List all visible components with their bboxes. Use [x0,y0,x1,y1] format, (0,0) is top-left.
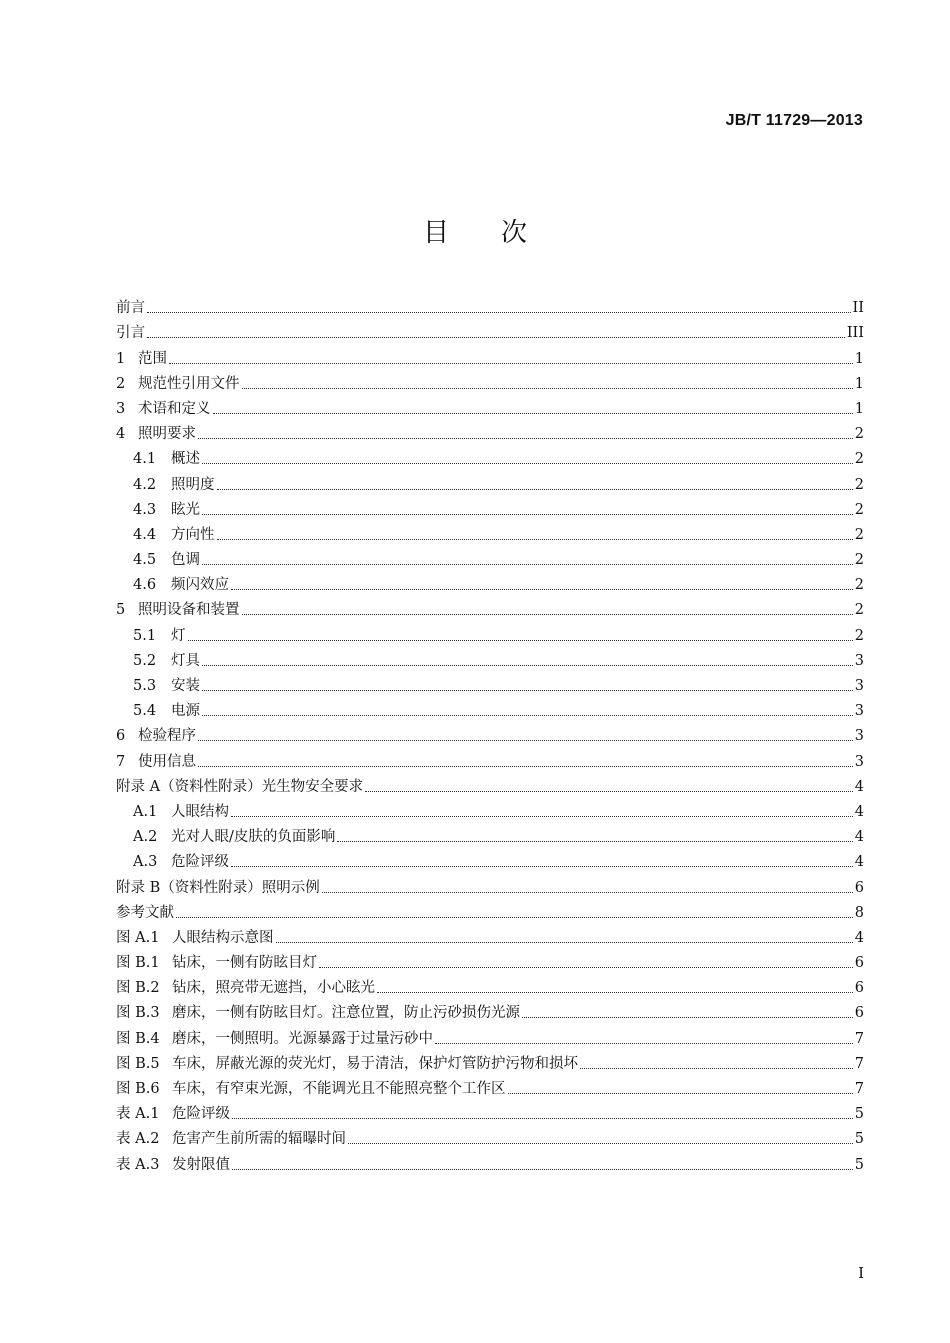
toc-leader-dots [319,967,853,968]
toc-entry-label: 范围 [138,350,167,367]
toc-entry-number: 表 A.3 [116,1156,160,1173]
toc-entry-page: 2 [854,627,864,644]
toc-entry-number: 3 [116,400,126,417]
toc-leader-dots [147,337,845,338]
toc-leader-dots [522,1017,853,1018]
toc-leader-dots [217,539,853,540]
standard-code: JB/T 11729—2013 [725,112,863,129]
toc-leader-dots [231,589,853,590]
toc-entry[interactable] [116,620,864,645]
toc-entry[interactable] [116,394,864,419]
toc-entry[interactable] [116,973,864,998]
toc-entry-page: 3 [854,753,864,770]
toc-entry[interactable] [116,872,864,897]
toc-entry-number: 2 [116,375,126,392]
toc-entry-page: 2 [854,526,864,543]
toc-entry-number: 图 B.3 [116,1005,160,1022]
toc-entry-page: 2 [854,552,864,569]
toc-entry-page: 2 [854,476,864,493]
toc-leader-dots [202,463,853,464]
toc-leader-dots [198,438,853,439]
toc-leader-dots [202,690,853,691]
toc-entry-page: II [852,300,864,317]
toc-entry-label: 方向性 [171,526,215,543]
toc-leader-dots [169,363,853,364]
toc-leader-dots [213,413,853,414]
toc-leader-dots [231,816,853,817]
toc-entry-number: 7 [116,753,126,770]
toc-leader-dots [435,1043,853,1044]
toc-entry-label: 色调 [171,552,200,569]
toc-entry[interactable] [116,520,864,545]
toc-entry-label: 电源 [171,703,200,720]
title-char-1: 目 [422,218,449,248]
toc-entry[interactable] [116,671,864,696]
toc-entry-page: 7 [854,1030,864,1047]
toc-entry[interactable] [116,495,864,520]
toc-entry-label: 灯 [171,627,186,644]
toc-entry-page: 2 [854,501,864,518]
toc-entry-page: 6 [854,879,864,896]
toc-entry-number: 5.2 [133,652,157,669]
toc-leader-dots [232,1169,853,1170]
toc-entry-page: 7 [854,1081,864,1097]
toc-leader-dots [176,917,853,918]
toc-entry-page: 2 [854,451,864,468]
toc-entry-number: 表 A.1 [116,1106,160,1123]
toc-entry[interactable] [116,545,864,570]
toc-entry-label: 规范性引用文件 [138,375,240,392]
toc-entry-label: 前言 [116,300,145,317]
toc-entry-label: 光对人眼/皮肤的负面影响 [171,829,336,846]
toc-entry[interactable] [116,595,864,620]
toc-entry[interactable] [116,570,864,595]
toc-entry-label: 磨床，一侧有防眩目灯。注意位置，防止污砂损伤光源 [172,1005,520,1022]
toc-leader-dots [232,1118,853,1119]
toc-entry-label: 危险评级 [171,854,229,871]
toc-entry[interactable] [116,998,864,1023]
toc-entry-page: 4 [854,929,864,946]
toc-leader-dots [508,1093,853,1094]
toc-entry-label: 眩光 [171,501,200,518]
toc-entry[interactable] [116,1023,864,1048]
toc-entry[interactable] [116,923,864,948]
toc-entry-page: 3 [854,728,864,745]
toc-entry-number: 图 B.4 [116,1030,160,1047]
toc-entry-number: 图 B.1 [116,955,160,972]
toc-entry-label: 磨床，一侧照明。光源暴露于过量污砂中 [172,1030,433,1047]
table-of-contents [116,293,864,1175]
toc-entry-page: 1 [854,400,864,417]
toc-entry[interactable] [116,318,864,343]
toc-entry-label: 照明设备和装置 [138,602,240,619]
toc-entry-label: 频闪效应 [171,577,229,594]
toc-leader-dots [276,942,853,943]
toc-entry-label: 参考文献 [116,904,174,921]
toc-entry-label: 附录 B（资料性附录）照明示例 [116,879,320,896]
toc-entry-page: 6 [854,1005,864,1022]
toc-entry[interactable] [116,822,864,847]
toc-entry-number: 5.3 [133,678,157,694]
toc-entry-number: 5.4 [133,703,157,720]
toc-entry[interactable] [116,847,864,872]
toc-leader-dots [202,514,853,515]
toc-entry-number: A.2 [133,829,158,846]
toc-entry[interactable] [116,1124,864,1149]
toc-entry[interactable] [116,772,864,797]
toc-leader-dots [242,388,853,389]
toc-entry-page: 2 [854,426,864,443]
toc-entry-label: 人眼结构示意图 [172,929,274,946]
toc-entry-number: 4.2 [133,476,157,493]
toc-entry[interactable] [116,721,864,746]
toc-entry[interactable] [116,369,864,394]
toc-entry-number: A.3 [133,854,158,871]
toc-leader-dots [202,715,853,716]
title-char-2: 次 [501,218,528,248]
toc-leader-dots [242,614,853,615]
toc-entry-label: 使用信息 [138,753,196,770]
toc-entry[interactable] [116,797,864,822]
toc-entry-page: 6 [854,980,864,997]
toc-entry-label: 引言 [116,325,145,342]
toc-entry-page: 4 [854,803,864,820]
toc-entry-page: 6 [854,955,864,972]
toc-entry-label: 概述 [171,451,200,468]
toc-entry-page: 7 [854,1055,864,1072]
toc-entry-number: 4.4 [133,526,157,543]
toc-leader-dots [147,312,851,313]
toc-entry[interactable] [116,469,864,494]
toc-entry-page: 4 [854,778,864,795]
toc-entry[interactable] [116,1099,864,1124]
toc-entry-number: 5.1 [133,627,157,644]
toc-entry-number: 图 B.6 [116,1081,160,1097]
page-number: I [858,1264,864,1282]
toc-leader-dots [198,766,853,767]
toc-leader-dots [377,992,853,993]
toc-entry[interactable] [116,696,864,721]
toc-entry-number: 6 [116,728,126,745]
toc-entry[interactable] [116,746,864,771]
toc-entry[interactable] [116,1074,864,1099]
toc-entry-label: 照明要求 [138,426,196,443]
toc-entry-number: 4.1 [133,451,157,468]
toc-entry-page: 5 [854,1106,864,1123]
toc-entry-number: 1 [116,350,126,367]
toc-entry-number: A.1 [133,803,158,820]
toc-leader-dots [188,640,853,641]
toc-entry-number: 图 B.2 [116,980,160,997]
toc-leader-dots [337,841,852,842]
toc-entry[interactable] [116,948,864,973]
toc-leader-dots [202,665,853,666]
toc-leader-dots [202,564,853,565]
toc-entry-page: 3 [854,703,864,720]
toc-entry-page: 2 [854,577,864,594]
toc-entry-label: 安装 [171,678,200,694]
toc-entry-number: 图 A.1 [116,929,160,946]
toc-entry-label: 车床，屏蔽光源的荧光灯，易于清洁，保护灯管防护污物和损坏 [172,1055,578,1072]
toc-entry[interactable] [116,646,864,671]
toc-leader-dots [322,892,853,893]
toc-leader-dots [580,1068,853,1069]
toc-entry-number: 5 [116,602,126,619]
toc-leader-dots [217,489,853,490]
toc-entry-label: 灯具 [171,652,200,669]
toc-entry-page: 3 [854,678,864,694]
toc-entry-page: 4 [854,829,864,846]
toc-entry-label: 附录 A（资料性附录）光生物安全要求 [116,778,364,795]
toc-entry[interactable] [116,1149,864,1174]
toc-entry-page: III [846,325,864,342]
page-title [0,212,950,249]
toc-entry-number: 图 B.5 [116,1055,160,1072]
toc-entry-number: 4.6 [133,577,157,594]
toc-entry-label: 检验程序 [138,728,196,745]
toc-entry-label: 危险评级 [172,1106,230,1123]
toc-entry-page: 8 [854,904,864,921]
toc-entry-number: 4.3 [133,501,157,518]
toc-leader-dots [365,791,853,792]
toc-entry-label: 术语和定义 [138,400,211,417]
toc-leader-dots [231,866,853,867]
toc-entry-label: 照明度 [171,476,215,493]
toc-entry-page: 1 [854,375,864,392]
toc-entry-label: 车床，有窄束光源，不能调光且不能照亮整个工作区 [172,1081,506,1097]
toc-entry-page: 5 [854,1131,864,1148]
toc-entry-page: 1 [854,350,864,367]
toc-entry-page: 3 [854,652,864,669]
toc-entry[interactable] [116,444,864,469]
toc-entry[interactable] [116,898,864,923]
toc-entry-page: 2 [854,602,864,619]
toc-entry[interactable] [116,293,864,318]
toc-entry-page: 5 [854,1156,864,1173]
toc-entry[interactable] [116,419,864,444]
toc-entry-label: 危害产生前所需的辐曝时间 [172,1131,346,1148]
toc-entry-page: 4 [854,854,864,871]
toc-leader-dots [198,740,853,741]
toc-leader-dots [348,1143,853,1144]
toc-entry-label: 钻床，照亮带无遮挡，小心眩光 [172,980,375,997]
toc-entry-number: 4 [116,426,126,443]
toc-entry-number: 表 A.2 [116,1131,160,1148]
toc-entry-number: 4.5 [133,552,157,569]
toc-entry-label: 人眼结构 [171,803,229,820]
toc-entry[interactable] [116,1049,864,1074]
toc-entry-label: 发射限值 [172,1156,230,1173]
toc-entry[interactable] [116,343,864,368]
toc-entry-label: 钻床，一侧有防眩目灯 [172,955,317,972]
